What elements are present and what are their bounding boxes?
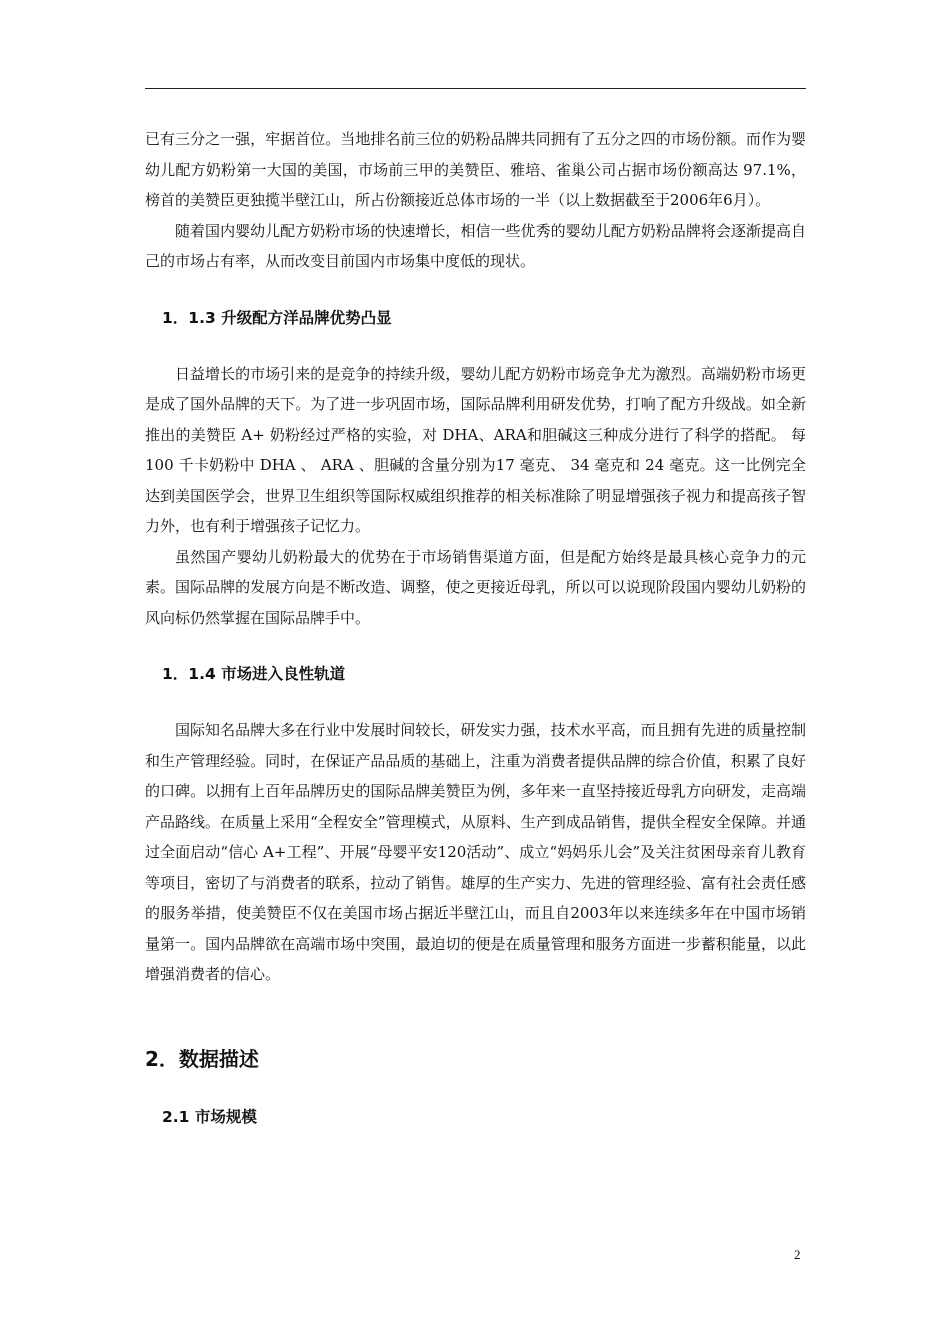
paragraph-formula-upgrade: 日益增长的市场引来的是竞争的持续升级，婴幼儿配方奶粉市场竞争尤为激烈。高端奶粉市场更是成了国外品牌的天下。为了进一步巩固市场，国际品牌利用研发优势，打响了配方升级战。如全新推出的美赞臣 A+ 奶粉经过严格的实验，对 DHA、ARA和胆碱这三种成分进行了科学的搭配。 每 100 千卡奶粉中 DHA 、 ARA 、胆碱的含量分别为17 毫克、 34 毫克和 24 毫克。这一比例完全达到美国医学会，世界卫生组织等国际权威组织推荐的相关标准除了明显增强孩子视力和提高孩子智力外，也有利于增强孩子记忆力。	[145, 364, 806, 535]
section-heading-1-1-3: 1．1.3 升级配方洋品牌优势凸显	[162, 308, 392, 327]
paragraph-market-share: 已有三分之一强，牢据首位。当地排名前三位的奶粉品牌共同拥有了五分之四的市场份额。而作为婴幼儿配方奶粉第一大国的美国，市场前三甲的美赞臣、雅培、雀巢公司占据市场份额高达 97.1%，榜首的美赞臣更独揽半壁江山，所占份额接近总体市场的一半（以上数据截至于2006年6月）。	[145, 130, 806, 209]
paragraph-domestic-advantage: 虽然国产婴幼儿奶粉最大的优势在于市场销售渠道方面，但是配方始终是最具核心竞争力的元素。国际品牌的发展方向是不断改造、调整，使之更接近母乳，所以可以说现阶段国内婴幼儿奶粉的风向标仍然掌握在国际品牌手中。	[145, 547, 806, 627]
paragraph-international-brands: 国际知名品牌大多在行业中发展时间较长，研发实力强，技术水平高，而且拥有先进的质量控制和生产管理经验。同时，在保证产品品质的基础上，注重为消费者提供品牌的综合价值，积累了良好的口碑。以拥有上百年品牌历史的国际品牌美赞臣为例，多年来一直坚持接近母乳方向研发，走高端产品路线。在质量上采用“全程安全”管理模式，从原料、生产到成品销售，提供全程安全保障。并通过全面启动“信心 A+工程”、开展“母婴平安120活动”、成立“妈妈乐儿会”及关注贫困母亲育儿教育等项目，密切了与消费者的联系，拉动了销售。雄厚的生产实力、先进的管理经验、富有社会责任感的服务举措，使美赞臣不仅在美国市场占据近半壁江山，而且自2003年以来连续多年在中国市场销量第一。国内品牌欲在高端市场中突围，最迫切的便是在质量管理和服务方面进一步蓄积能量，以此增强消费者的信心。	[145, 721, 806, 983]
header-rule	[145, 88, 806, 89]
document-body	[145, 124, 806, 1132]
chapter-heading-2: 2．数据描述	[145, 1046, 259, 1071]
section-heading-1-1-4: 1．1.4 市场进入良性轨道	[162, 665, 346, 683]
page-number: 2	[794, 1247, 801, 1262]
paragraph-market-growth: 随着国内婴幼儿配方奶粉市场的快速增长，相信一些优秀的婴幼儿配方奶粉品牌将会逐渐提高自己的市场占有率，从而改变目前国内市场集中度低的现状。	[145, 221, 806, 270]
section-heading-2-1: 2.1 市场规模	[162, 1107, 257, 1126]
